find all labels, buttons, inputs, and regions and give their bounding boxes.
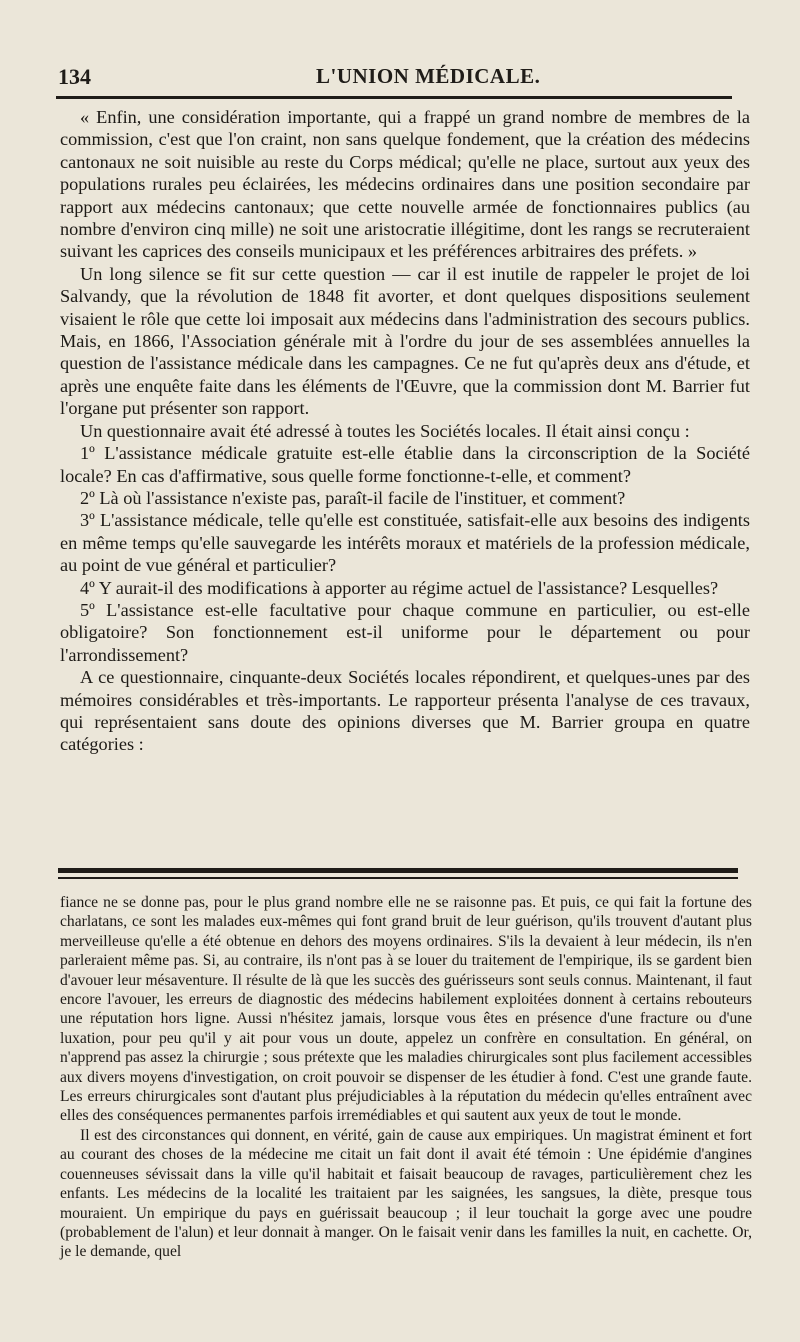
paragraph: A ce questionnaire, cinquante-deux Sociétés locales répondirent, et quelques-unes par des mémoires considérables et très-importants. Le rapporteur présenta l'analyse de ces travaux, qui représentaient sans doute des opinions diverses que M. Barrier groupa en quatre catégories :: [60, 667, 750, 755]
question-item: 5º L'assistance est-elle facultative pour chaque commune en particulier, ou est-elle obligatoire? Son fonctionnement est-il uniforme pour le département ou pour l'arrondissement?: [60, 599, 750, 665]
page-number: 134: [58, 64, 91, 89]
paragraph: « Enfin, une considération importante, qui a frappé un grand nombre de membres de la commission, c'est que l'on craint, non sans quelque fondement, que la création des médecins cantonaux ne soit nuisible au reste du Corps médical; qu'elle ne place, surtout aux yeux des populations rurales peu éclairées, les médecins ordinaires dans une position secondaire par rapport aux médecins cantonaux; que cette nouvelle armée de fonctionnaires publics (au nombre d'environ cinq mille) ne soit une aristocratie illégitime, dont les rangs se recruteraient suivant les caprices des conseils municipaux et les préférences arbitraires des préfets. »: [60, 107, 750, 262]
running-title: L'UNION MÉDICALE.: [316, 64, 541, 88]
question-item: 2º Là où l'assistance n'existe pas, paraît-il facile de l'instituer, et comment?: [80, 487, 626, 508]
divider-thick-line: [58, 868, 738, 873]
question-item: 4º Y aurait-il des modifications à apporter au régime actuel de l'assistance? Lesquelles?: [80, 577, 719, 598]
question-item: 3º L'assistance médicale, telle qu'elle est constituée, satisfait-elle aux besoins des indigents en même temps qu'elle sauvegarde les intérêts moraux et matériels de la profession médicale, au point de vue général et particulier?: [60, 510, 750, 576]
feuilleton-section: [60, 893, 752, 1262]
main-article: [60, 106, 750, 756]
header-rule: [56, 96, 732, 99]
feuilleton-divider: [58, 868, 738, 879]
paragraph: Un long silence se fit sur cette question — car il est inutile de rappeler le projet de loi Salvandy, que la révolution de 1848 fit avorter, et dont quelques dispositions seulement visaient le rôle que cette loi imposait aux médecins dans l'administration des secours publics. Mais, en 1866, l'Association générale mit à l'ordre du jour de ses assemblées annuelles la question de l'assistance médicale dans les campagnes. Ce ne fut qu'après deux ans d'étude, et après une enquête faite dans les éléments de l'Œuvre, que la commission dont M. Barrier fut l'organe put présenter son rapport.: [60, 263, 750, 419]
paragraph: Il est des circonstances qui donnent, en vérité, gain de cause aux empiriques. Un magistrat éminent et fort au courant des choses de la médecine me citait un fait dont il avait été témoin : Une épidémie d'angines couenneuses sévissait dans la ville qu'il habitait et faisait beaucoup de ravages, particulièrement chez les enfants. Les médecins de la localité les traitaient par les saignées, les sangsues, la diète, presque tous mouraient. Un empirique du pays en guérissait beaucoup ; il leur touchait la gorge avec une poudre (probablement de l'alun) et leur donnait à manger. On le faisait venir dans les familles la nuit, en cachette. Or, je le demande, quel: [60, 1126, 752, 1261]
paragraph: Un questionnaire avait été adressé à toutes les Sociétés locales. Il était ainsi conçu :: [80, 420, 690, 441]
paragraph: fiance ne se donne pas, pour le plus grand nombre elle ne se raisonne pas. Et puis, ce qui fait la fortune des charlatans, ce sont les malades eux-mêmes qui font grand bruit de leur guérison, qu'ils trouvent d'autant plus merveilleuse qu'elle a été obtenue en dehors des moyens ordinaires. S'ils la devaient à leur médecin, ils n'en parleraient même pas. Si, au contraire, ils n'ont pas à se louer du traitement de l'empirique, ils se gardent bien d'avouer leur mésaventure. Il résulte de là que les succès des guérisseurs sont seuls connus. Maintenant, il faut encore l'avouer, les erreurs de diagnostic des médecins habilement exploitées donnent à certains rebouteurs une réputation hors ligne. Aussi n'hésitez jamais, lorsque vous êtes en présence d'une fracture ou d'une luxation, pour peu qu'il y ait pour vous un doute, appelez un confrère en consultation. En général, on n'apprend pas assez la chirurgie ; sous prétexte que les maladies chirurgicales sont plus facilement accessibles aux divers moyens d'investigation, on croit pouvoir se dispenser de les étudier à fond. C'est une grande faute. Les erreurs chirurgicales sont d'autant plus préjudiciables à la réputation du médecin qu'elles entraînent avec elles des conséquences permanentes parfois irremédiables et qui sautent aux yeux de tout le monde.: [60, 894, 752, 1125]
question-item: 1º L'assistance médicale gratuite est-elle établie dans la circonscription de la Société locale? En cas d'affirmative, sous quelle forme fonctionne-t-elle, et comment?: [60, 443, 750, 486]
page-header: [58, 62, 738, 92]
divider-thin-line: [58, 877, 738, 879]
